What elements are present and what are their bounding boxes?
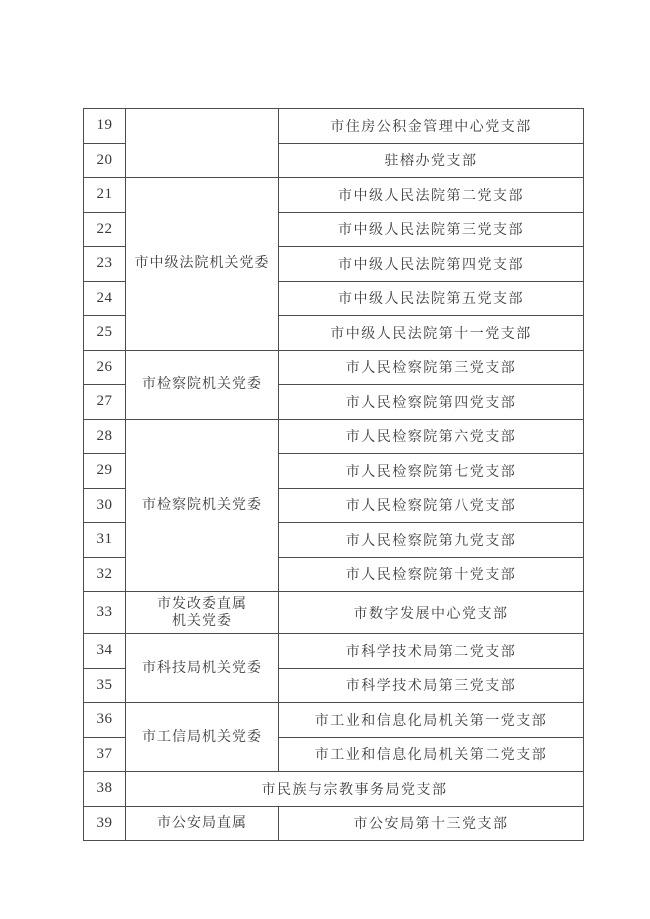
committee-line-1: 市发改委直属 bbox=[157, 596, 247, 612]
table-row bbox=[84, 109, 584, 144]
branch-cell: 驻榕办党支部 bbox=[279, 143, 584, 178]
branch-cell: 市人民检察院第七党支部 bbox=[279, 454, 584, 489]
table-row bbox=[84, 634, 584, 669]
committee-cell: 市公安局直属 bbox=[126, 806, 279, 841]
table-row bbox=[84, 592, 584, 634]
branch-cell: 市中级人民法院第五党支部 bbox=[279, 281, 584, 316]
row-number-cell: 38 bbox=[84, 772, 126, 807]
branch-cell: 市数字发展中心党支部 bbox=[279, 592, 584, 634]
branch-cell: 市人民检察院第六党支部 bbox=[279, 419, 584, 454]
party-branch-table bbox=[83, 108, 584, 841]
row-number-cell: 33 bbox=[84, 592, 126, 634]
committee-cell bbox=[126, 109, 279, 178]
committee-line-2: 机关党委 bbox=[172, 613, 232, 629]
row-number-cell: 24 bbox=[84, 281, 126, 316]
table-row bbox=[84, 419, 584, 454]
committee-cell: 市检察院机关党委 bbox=[126, 419, 279, 592]
branch-cell: 市中级人民法院第三党支部 bbox=[279, 212, 584, 247]
branch-cell: 市人民检察院第十党支部 bbox=[279, 557, 584, 592]
row-number-cell: 21 bbox=[84, 178, 126, 213]
row-number-cell: 20 bbox=[84, 143, 126, 178]
committee-cell: 市科技局机关党委 bbox=[126, 634, 279, 703]
table-row bbox=[84, 772, 584, 807]
branch-cell: 市中级人民法院第十一党支部 bbox=[279, 316, 584, 351]
branch-cell: 市科学技术局第二党支部 bbox=[279, 634, 584, 669]
table-row bbox=[84, 703, 584, 738]
merged-branch-cell: 市民族与宗教事务局党支部 bbox=[126, 772, 584, 807]
committee-cell bbox=[126, 592, 279, 634]
row-number-cell: 29 bbox=[84, 454, 126, 489]
committee-cell: 市工信局机关党委 bbox=[126, 703, 279, 772]
row-number-cell: 26 bbox=[84, 350, 126, 385]
row-number-cell: 37 bbox=[84, 737, 126, 772]
row-number-cell: 27 bbox=[84, 385, 126, 420]
row-number-cell: 23 bbox=[84, 247, 126, 282]
committee-cell: 市检察院机关党委 bbox=[126, 350, 279, 419]
row-number-cell: 25 bbox=[84, 316, 126, 351]
row-number-cell: 30 bbox=[84, 488, 126, 523]
row-number-cell: 36 bbox=[84, 703, 126, 738]
branch-cell: 市公安局第十三党支部 bbox=[279, 806, 584, 841]
table-row bbox=[84, 350, 584, 385]
branch-cell: 市住房公积金管理中心党支部 bbox=[279, 109, 584, 144]
table-row bbox=[84, 178, 584, 213]
branch-cell: 市人民检察院第四党支部 bbox=[279, 385, 584, 420]
branch-cell: 市人民检察院第八党支部 bbox=[279, 488, 584, 523]
branch-cell: 市人民检察院第九党支部 bbox=[279, 523, 584, 558]
branch-cell: 市工业和信息化局机关第一党支部 bbox=[279, 703, 584, 738]
row-number-cell: 28 bbox=[84, 419, 126, 454]
committee-cell: 市中级法院机关党委 bbox=[126, 178, 279, 351]
row-number-cell: 35 bbox=[84, 668, 126, 703]
branch-cell: 市科学技术局第三党支部 bbox=[279, 668, 584, 703]
branch-cell: 市工业和信息化局机关第二党支部 bbox=[279, 737, 584, 772]
row-number-cell: 22 bbox=[84, 212, 126, 247]
row-number-cell: 32 bbox=[84, 557, 126, 592]
row-number-cell: 31 bbox=[84, 523, 126, 558]
branch-cell: 市人民检察院第三党支部 bbox=[279, 350, 584, 385]
table-row bbox=[84, 806, 584, 841]
row-number-cell: 19 bbox=[84, 109, 126, 144]
row-number-cell: 39 bbox=[84, 806, 126, 841]
row-number-cell: 34 bbox=[84, 634, 126, 669]
branch-cell: 市中级人民法院第二党支部 bbox=[279, 178, 584, 213]
branch-cell: 市中级人民法院第四党支部 bbox=[279, 247, 584, 282]
